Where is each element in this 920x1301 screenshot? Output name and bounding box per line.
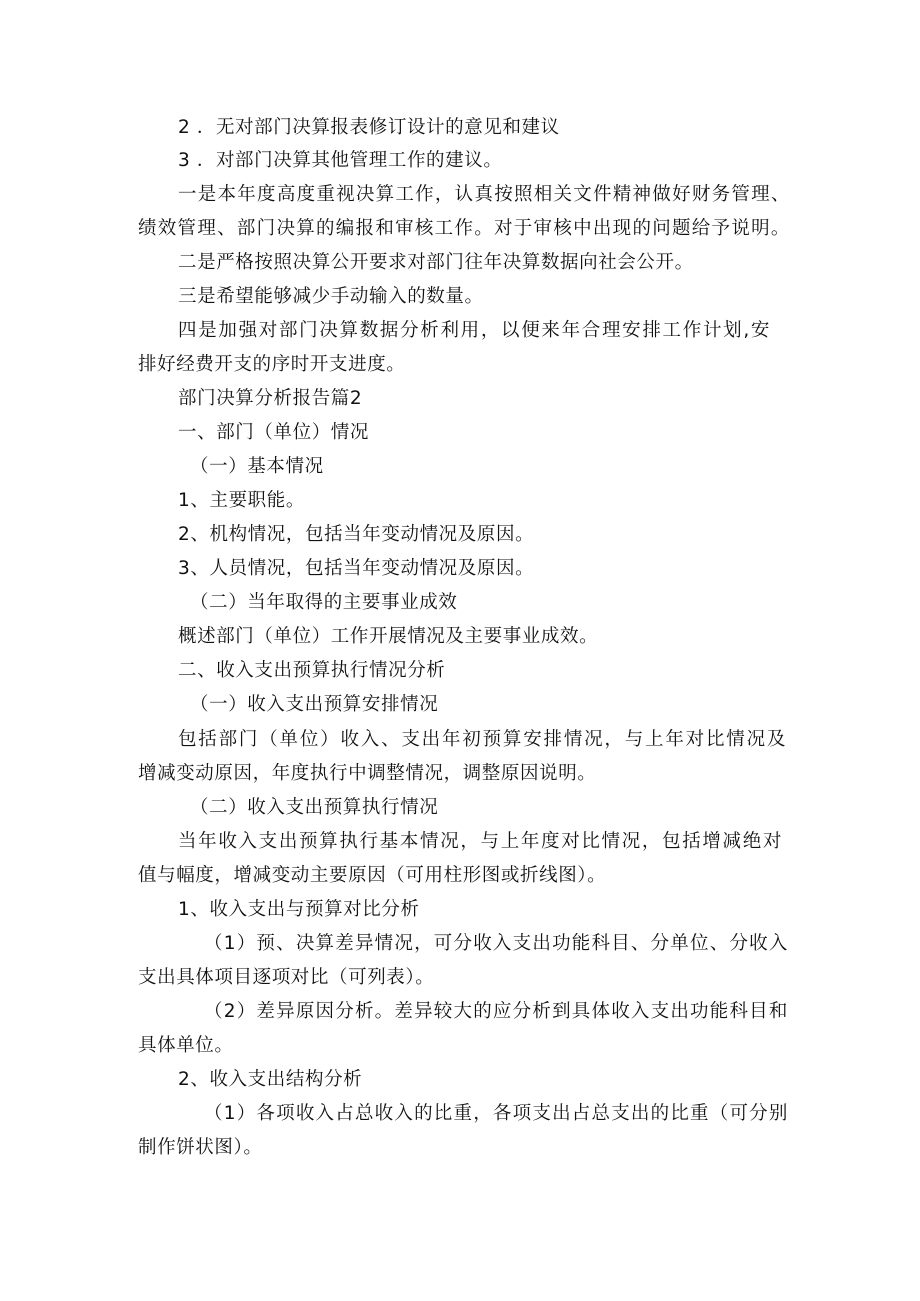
paragraph-line: 支出具体项目逐项对比（可列表）。 (138, 967, 435, 988)
suggestion-item-2: 2 ．无对部门决算报表修订设计的意见和建议 (178, 117, 560, 138)
paragraph-line: 包括部门（单位）收入、支出年初预算安排情况，与上年对比情况及 (178, 729, 786, 750)
list-item: 2、机构情况，包括当年变动情况及原因。 (178, 524, 535, 545)
paragraph-line: 四是加强对部门决算数据分析利用，以便来年合理安排工作计划,安 (178, 320, 770, 341)
heading-level-2: （二）当年取得的主要事业成效 (190, 592, 458, 613)
paragraph-line: 一是本年度高度重视决算工作，认真按照相关文件精神做好财务管理、 (178, 184, 790, 205)
paragraph-line: 二是严格按照决算公开要求对部门往年决算数据向社会公开。 (178, 252, 694, 273)
heading-level-2: （一）收入支出预算安排情况 (190, 694, 439, 715)
heading-level-3: 1、收入支出与预算对比分析 (178, 899, 420, 920)
paragraph-line: （2）差异原因分析。差异较大的应分析到具体收入支出功能科目和 (204, 1001, 788, 1022)
paragraph-line: 制作饼状图）。 (138, 1137, 263, 1158)
paragraph-line: 概述部门（单位）工作开展情况及主要事业成效。 (178, 626, 599, 647)
heading-level-2: （二）收入支出预算执行情况 (190, 797, 439, 818)
list-item: 3、人员情况，包括当年变动情况及原因。 (178, 558, 535, 579)
paragraph-line: 三是希望能够减少手动输入的数量。 (178, 286, 484, 307)
section-title: 部门决算分析报告篇2 (178, 388, 363, 409)
heading-level-3: 2、收入支出结构分析 (178, 1069, 363, 1090)
paragraph-line: 具体单位。 (138, 1035, 234, 1056)
heading-level-2: （一）基本情况 (190, 456, 324, 477)
paragraph-line: 值与幅度，增减变动主要原因（可用柱形图或折线图）。 (138, 865, 607, 886)
heading-level-1: 二、收入支出预算执行情况分析 (178, 660, 446, 681)
paragraph-line: （1）各项收入占总收入的比重，各项支出占总支出的比重（可分别 (204, 1103, 788, 1124)
paragraph-line: 增减变动原因，年度执行中调整情况，调整原因说明。 (138, 763, 597, 784)
paragraph-line: 当年收入支出预算执行基本情况，与上年度对比情况，包括增减绝对 (178, 831, 782, 852)
heading-level-1: 一、部门（单位）情况 (178, 422, 370, 443)
suggestion-item-3: 3 ．对部门决算其他管理工作的建议。 (178, 150, 503, 171)
paragraph-line: 排好经费开支的序时开支进度。 (138, 354, 406, 375)
paragraph-line: （1）预、决算差异情况，可分收入支出功能科目、分单位、分收入 (204, 933, 788, 954)
list-item: 1、主要职能。 (178, 490, 305, 511)
paragraph-line: 绩效管理、部门决算的编报和审核工作。对于审核中出现的问题给予说明。 (138, 218, 790, 239)
